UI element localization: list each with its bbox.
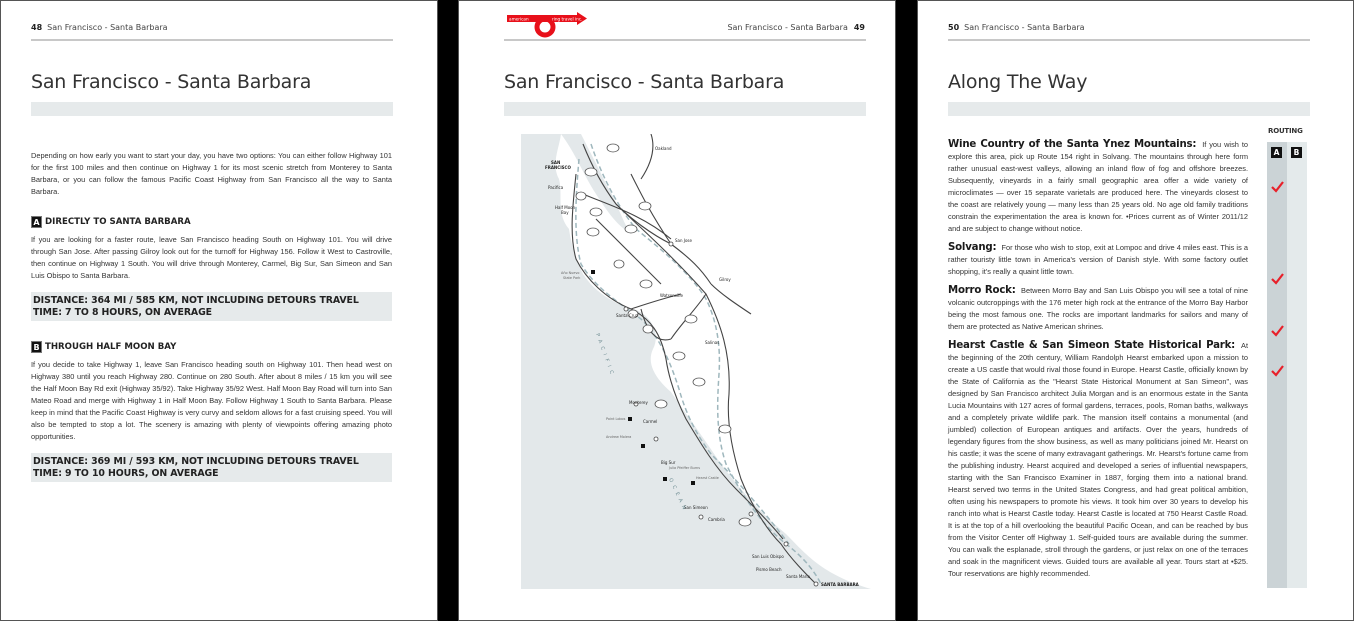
title-bar: [504, 102, 866, 116]
route-a-badge: A: [31, 216, 42, 228]
running-title: San Francisco - Santa Barbara: [964, 23, 1085, 32]
title-bar: [948, 102, 1310, 116]
svg-text:Monterey: Monterey: [629, 400, 648, 405]
page-title: San Francisco - Santa Barbara: [31, 71, 312, 93]
page-50: [917, 0, 1354, 621]
route-a-section: [31, 216, 392, 321]
routing-badge-a: A: [1271, 147, 1282, 158]
svg-text:SANTA BARBARA: SANTA BARBARA: [821, 582, 859, 587]
header-rule: [31, 39, 393, 41]
running-title: San Francisco - Santa Barbara: [727, 23, 848, 32]
svg-text:Gilroy: Gilroy: [719, 277, 731, 282]
poi-description: Between Morro Bay and San Luis Obispo you will see a total of nine volcanic outcroppings with the 176 meter high rock at the entrance of the Morro Bay Harbor being the most famous one. The rocks are important landmarks for sailors and many of them are protected as Native American shrines.: [948, 286, 1248, 331]
poi-description: For those who wish to stop, exit at Lompoc and drive 4 miles east. This is a rather touristy little town in America's version of Danish style. With some factory outlet shopping, it's really a quaint little town.: [948, 243, 1248, 276]
running-title: San Francisco - Santa Barbara: [47, 23, 168, 32]
svg-text:Bay: Bay: [561, 210, 569, 215]
routing-column-a: [1267, 142, 1287, 588]
svg-text:Big Sur: Big Sur: [661, 460, 676, 465]
route-b-section: [31, 341, 392, 482]
page-49: [458, 0, 896, 621]
route-a-distance: DISTANCE: 364 MI / 585 KM, NOT INCLUDING DETOURS TRAVEL TIME: 7 TO 8 HOURS, ON AVERAGE: [31, 292, 392, 321]
page-number: 50: [948, 23, 960, 32]
svg-text:Pacifica: Pacifica: [548, 185, 564, 190]
route-b-title: THROUGH HALF MOON BAY: [45, 342, 177, 352]
title-bar: [31, 102, 393, 116]
svg-text:Santa Cruz: Santa Cruz: [616, 313, 638, 318]
svg-text:Salinas: Salinas: [705, 340, 720, 345]
poi-title: Wine Country of the Santa Ynez Mountains:: [948, 139, 1197, 150]
checkmark-icon: [1270, 324, 1285, 338]
poi-description: At the beginning of the 20th century, William Randolph Hearst embarked upon a mission to create a US castle that would rival those found in Europe. Hearst Castle, officially known by the State of California as the "Hearst State Historical Monument at San Simeon", was designed by San Francisco architect Julia Morgan and is an enormous estate in the Santa Lucia Mountains with 127 acres of formal gardens, terraces, pools, Roman baths, walkways and a completely private wildlife park. The mansion itself contains a monumental (and jumbled) collection of European antiques and artifacts. Over the years, hundreds of legendary figures from the show business, as well as many politicians joined Mr. Hearst on his castle; it was the scene of many extravagant gatherings. Mr. Hearst's fortune came from the publishing industry. Hearst acquired and developed a series of influential newspapers, starting with the San Francisco Examiner in 1887, forging them into a national brand. Hearst served two terms in the United States Congress, and had great political ambition, often using his newspapers to promote his views. It took him over 30 years to develop his ranch into what is Hearst Castle today. Hearst Castle is located at 750 Hearst Castle Road. It is at the top of a hill overlooking the beautiful Pacific Ocean, and can be reached by bus from the Visitor Center off Highway 1. Self-guided tours are available during the summer. You can walk the esplanade, stroll through the gardens, or just relax on one of the terraces and soak in the magnificent views. Guided tours are available all year. Tours start at •$25. Tour reservations are highly recommended.: [948, 341, 1248, 578]
svg-text:Julia Pfeiffer Burns: Julia Pfeiffer Burns: [669, 466, 701, 470]
svg-text:San Luis Obispo: San Luis Obispo: [752, 554, 784, 559]
page-number: 49: [853, 23, 865, 32]
poi-description: If you wish to explore this area, pick up Route 154 right in Solvang. The mountains through here form rather unusual east-west valleys, allowing an inland flow of fog and offshore breezes. Subsequently, vineyards in a fairly small geographic area offer a wide variety of microclimates — over 15 separate varietals are produced here. The vineyards closest to the coast are relatively young — many less than 25 years old. No age old family traditions constrain the experimentation the area is known for. •Prices current as of Winter 2011/12 and are subject to change without notice.: [948, 140, 1248, 233]
route-a-description: If you are looking for a faster route, leave San Francisco heading South on Highway 101. You will drive through San Jose. After passing Gilroy look out for the turnoff for Highway 156. Follow it West to Castroville, then continue on Highway 1 South. You will drive through Monterey, Carmel, Big Sur, San Simeon and San Luis Obispo to Santa Barbara.: [31, 235, 392, 280]
page-title: Along The Way: [948, 71, 1088, 93]
header-rule: [504, 39, 866, 41]
svg-text:Cambria: Cambria: [708, 517, 725, 522]
page-48: [0, 0, 438, 621]
svg-text:Half Moon: Half Moon: [555, 205, 576, 210]
route-b-heading: [31, 341, 392, 353]
poi-solvang: [948, 242, 1248, 278]
route-a-heading: [31, 216, 392, 228]
svg-text:Año Nuevo: Año Nuevo: [561, 271, 580, 275]
running-header: [31, 23, 168, 32]
svg-text:Oakland: Oakland: [655, 146, 672, 151]
svg-text:San Simeon: San Simeon: [684, 505, 708, 510]
checkmark-icon: [1270, 180, 1285, 194]
svg-text:Point Lobos: Point Lobos: [606, 417, 626, 421]
svg-text:Watsonville: Watsonville: [660, 293, 683, 298]
routing-badge-b: B: [1291, 147, 1302, 158]
routing-column-b: [1287, 142, 1307, 588]
checkmark-icon: [1270, 364, 1285, 378]
page-number: 48: [31, 23, 43, 32]
logo-text-right: ring travel inc.: [552, 16, 583, 22]
poi-wine-country: [948, 139, 1248, 235]
svg-text:Andrew Molera: Andrew Molera: [606, 435, 632, 439]
svg-text:FRANCISCO: FRANCISCO: [545, 165, 571, 170]
poi-title: Solvang:: [948, 242, 997, 253]
running-header: [727, 23, 865, 32]
poi-hearst-castle: [948, 340, 1248, 580]
route-map: [521, 134, 871, 589]
svg-text:San Jose: San Jose: [675, 238, 692, 243]
route-options: [31, 150, 392, 482]
poi-title: Morro Rock:: [948, 285, 1016, 296]
running-header: [948, 23, 1085, 32]
svg-text:Santa Maria: Santa Maria: [786, 574, 810, 579]
route-b-badge: B: [31, 341, 42, 353]
checkmark-icon: [1270, 272, 1285, 286]
route-b-description: If you decide to take Highway 1, leave San Francisco heading south on Highway 101. Then head west on Highway 380 until you reach Highway 280. Continue on 280 South. After about 8 miles / 15 km you will see the Half Moon Bay Rd exit (Highway 35/92). Take Highway 35/92 West. Half Moon Bay Road will turn into San Mateo Road and merge with Highway 1 in Half Moon Bay. Follow Highway 1 South to Santa Barbara. Please keep in mind that the Pacific Coast Highway is very curvy and seldom allows for a fast cruising speed. You will also be tempted to stop a lot. The scenery is amazing with plenty of viewpoints offering amazing photo opportunities.: [31, 360, 392, 441]
page-title: San Francisco - Santa Barbara: [504, 71, 785, 93]
logo-text-left: american: [509, 16, 529, 22]
route-b-distance: DISTANCE: 369 MI / 593 KM, NOT INCLUDING DETOURS TRAVEL TIME: 9 TO 10 HOURS, ON AVERAGE: [31, 453, 392, 482]
intro-paragraph: Depending on how early you want to start your day, you have two options: You can either follow Highway 101 for the first 100 miles and then continue on Highway 1 for its most scenic stretch from Monterey to Santa Barbara, or you can follow the famous Pacific Coast Highway from San Francisco all the way to Santa Barbara.: [31, 151, 392, 196]
svg-text:Hearst Castle: Hearst Castle: [696, 476, 719, 480]
svg-text:Pismo Beach: Pismo Beach: [756, 567, 782, 572]
poi-morro-rock: [948, 285, 1248, 333]
header-rule: [948, 39, 1310, 41]
route-a-title: DIRECTLY TO SANTA BARBARA: [45, 217, 191, 227]
ocean-label-ocean: OCEAN: [667, 477, 689, 515]
company-logo: [507, 10, 587, 38]
routing-label: ROUTING: [1268, 127, 1303, 135]
ocean-label-pacific: PACIFIC: [594, 332, 616, 379]
points-of-interest: [948, 139, 1248, 587]
svg-text:Carmel: Carmel: [643, 419, 658, 424]
svg-text:SAN: SAN: [551, 160, 561, 165]
poi-title: Hearst Castle & San Simeon State Historical Park:: [948, 340, 1236, 351]
svg-text:State Park: State Park: [563, 276, 581, 280]
